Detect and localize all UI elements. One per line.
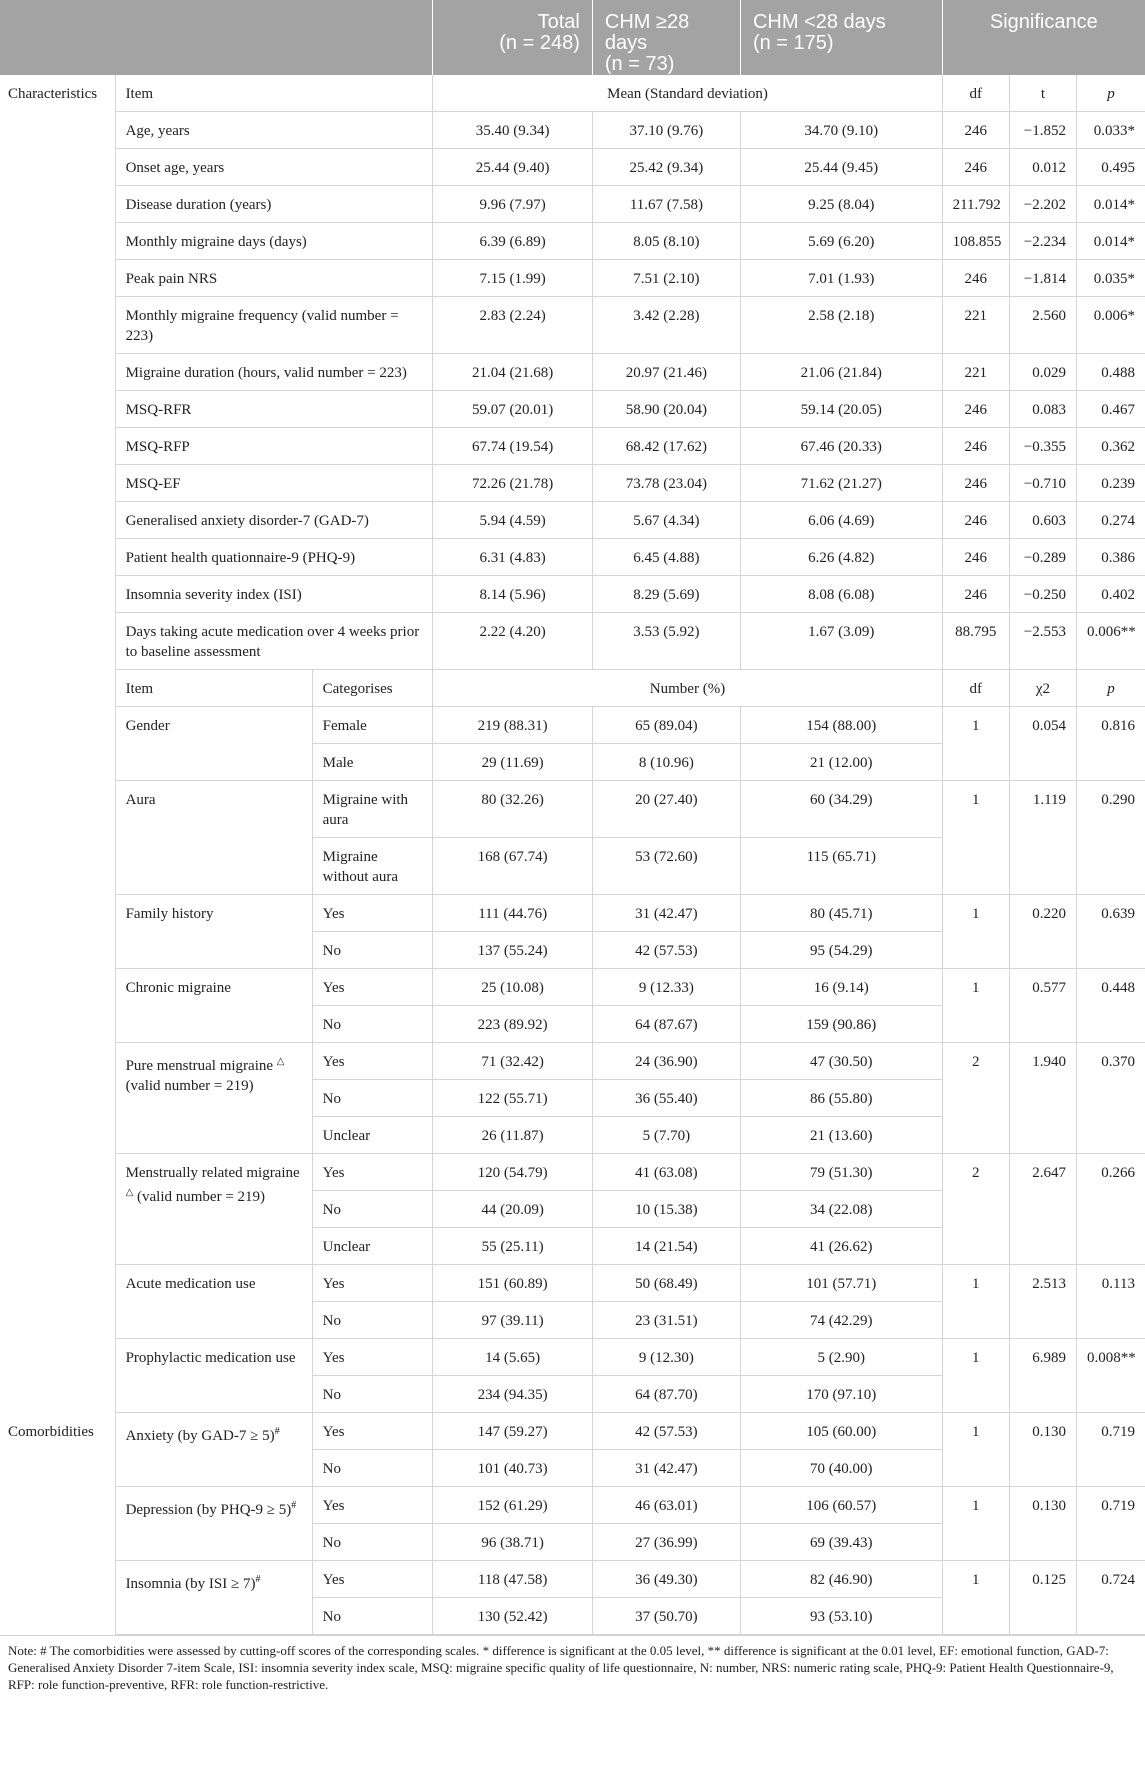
chi2-cell: 0.220 xyxy=(1009,895,1076,969)
category-cell: No xyxy=(312,1302,433,1339)
chm-ge28-cell: 25.42 (9.34) xyxy=(592,149,740,186)
df-cell: 1 xyxy=(942,1487,1009,1561)
t-cell: −1.852 xyxy=(1009,112,1076,149)
category-cell: Migraine with aura xyxy=(312,781,433,838)
chi2-cell: 0.130 xyxy=(1009,1487,1076,1561)
chi2-cell: 0.577 xyxy=(1009,969,1076,1043)
total-cell: 25 (10.08) xyxy=(433,969,592,1006)
p-cell: 0.290 xyxy=(1077,781,1145,895)
df-cell: 88.795 xyxy=(942,613,1009,670)
chm-lt28-cell: 69 (39.43) xyxy=(740,1524,942,1561)
category-cell: Yes xyxy=(312,969,433,1006)
df-cell: 246 xyxy=(942,428,1009,465)
table-row xyxy=(0,465,1145,502)
chm-lt28-cell: 106 (60.57) xyxy=(740,1487,942,1524)
chm-ge28-cell: 37.10 (9.76) xyxy=(592,112,740,149)
chm-ge28-cell: 8 (10.96) xyxy=(592,744,740,781)
category-cell: No xyxy=(312,1598,433,1635)
category-cell: No xyxy=(312,1376,433,1413)
df-cell: 1 xyxy=(942,1413,1009,1487)
item-cell: Days taking acute medication over 4 weeks prior to baseline assessment xyxy=(115,613,433,670)
df-cell: 1 xyxy=(942,1339,1009,1413)
header-total: Total (n = 248) xyxy=(433,0,592,75)
t-cell: 0.603 xyxy=(1009,502,1076,539)
table-row xyxy=(0,539,1145,576)
chm-ge28-cell: 64 (87.67) xyxy=(592,1006,740,1043)
df-cell: 246 xyxy=(942,576,1009,613)
chm-lt28-cell: 25.44 (9.45) xyxy=(740,149,942,186)
df-cell: 211.792 xyxy=(942,186,1009,223)
total-cell: 72.26 (21.78) xyxy=(433,465,592,502)
category-cell: Yes xyxy=(312,1339,433,1376)
chm-ge28-cell: 9 (12.33) xyxy=(592,969,740,1006)
chm-lt28-cell: 170 (97.10) xyxy=(740,1376,942,1413)
p-cell: 0.239 xyxy=(1077,465,1145,502)
header-blank xyxy=(0,0,433,75)
chm-ge28-cell: 46 (63.01) xyxy=(592,1487,740,1524)
chm-lt28-cell: 159 (90.86) xyxy=(740,1006,942,1043)
chm-lt28-cell: 6.06 (4.69) xyxy=(740,502,942,539)
section-comorbidities: Comorbidities xyxy=(8,1423,94,1440)
item-header: Item xyxy=(115,670,312,707)
table-row xyxy=(0,391,1145,428)
t-cell: −0.289 xyxy=(1009,539,1076,576)
df-cell: 246 xyxy=(942,391,1009,428)
table-row xyxy=(0,428,1145,465)
df-cell: 221 xyxy=(942,354,1009,391)
category-cell: No xyxy=(312,1080,433,1117)
total-cell: 96 (38.71) xyxy=(433,1524,592,1561)
p-cell: 0.370 xyxy=(1077,1043,1145,1154)
chm-lt28-cell: 5.69 (6.20) xyxy=(740,223,942,260)
t-cell: −0.355 xyxy=(1009,428,1076,465)
p-cell: 0.266 xyxy=(1077,1154,1145,1265)
total-cell: 67.74 (19.54) xyxy=(433,428,592,465)
chm-ge28-cell: 37 (50.70) xyxy=(592,1598,740,1635)
df-cell: 1 xyxy=(942,1561,1009,1635)
table-row xyxy=(0,707,1145,744)
chm-lt28-cell: 5 (2.90) xyxy=(740,1339,942,1376)
total-cell: 2.22 (4.20) xyxy=(433,613,592,670)
item-cell: Generalised anxiety disorder-7 (GAD-7) xyxy=(115,502,433,539)
df-header: df xyxy=(942,75,1009,112)
chi2-cell: 1.940 xyxy=(1009,1043,1076,1154)
chm-lt28-cell: 74 (42.29) xyxy=(740,1302,942,1339)
category-cell: Male xyxy=(312,744,433,781)
item-cell: Age, years xyxy=(115,112,433,149)
total-cell: 44 (20.09) xyxy=(433,1191,592,1228)
chm-lt28-cell: 115 (65.71) xyxy=(740,838,942,895)
categorical-header-row xyxy=(0,670,1145,707)
item-cell: Acute medication use xyxy=(115,1265,312,1339)
p-cell: 0.488 xyxy=(1077,354,1145,391)
df-cell: 246 xyxy=(942,112,1009,149)
chm-ge28-cell: 11.67 (7.58) xyxy=(592,186,740,223)
chm-ge28-cell: 23 (31.51) xyxy=(592,1302,740,1339)
p-cell: 0.008** xyxy=(1077,1339,1145,1413)
chm-ge28-cell: 20.97 (21.46) xyxy=(592,354,740,391)
table-header xyxy=(0,0,1145,75)
total-cell: 14 (5.65) xyxy=(433,1339,592,1376)
category-cell: No xyxy=(312,1524,433,1561)
p-header: p xyxy=(1077,670,1145,707)
t-cell: −1.814 xyxy=(1009,260,1076,297)
p-cell: 0.014* xyxy=(1077,186,1145,223)
section-characteristics: Characteristics xyxy=(8,86,98,102)
table-row xyxy=(0,895,1145,932)
table-row xyxy=(0,1413,1145,1450)
category-cell: Unclear xyxy=(312,1228,433,1265)
chm-ge28-cell: 27 (36.99) xyxy=(592,1524,740,1561)
chm-lt28-cell: 60 (34.29) xyxy=(740,781,942,838)
chm-ge28-cell: 7.51 (2.10) xyxy=(592,260,740,297)
item-cell: Insomnia severity index (ISI) xyxy=(115,576,433,613)
chm-ge28-cell: 5.67 (4.34) xyxy=(592,502,740,539)
total-cell: 147 (59.27) xyxy=(433,1413,592,1450)
p-cell: 0.816 xyxy=(1077,707,1145,781)
p-cell: 0.113 xyxy=(1077,1265,1145,1339)
p-cell: 0.448 xyxy=(1077,969,1145,1043)
table-row xyxy=(0,297,1145,354)
total-cell: 55 (25.11) xyxy=(433,1228,592,1265)
total-cell: 21.04 (21.68) xyxy=(433,354,592,391)
chi2-header: χ2 xyxy=(1009,670,1076,707)
item-cell: Aura xyxy=(115,781,312,895)
p-cell: 0.719 xyxy=(1077,1413,1145,1487)
total-cell: 111 (44.76) xyxy=(433,895,592,932)
total-cell: 223 (89.92) xyxy=(433,1006,592,1043)
chi2-cell: 1.119 xyxy=(1009,781,1076,895)
table-row xyxy=(0,354,1145,391)
item-cell: Gender xyxy=(115,707,312,781)
total-cell: 97 (39.11) xyxy=(433,1302,592,1339)
chm-lt28-cell: 67.46 (20.33) xyxy=(740,428,942,465)
p-cell: 0.467 xyxy=(1077,391,1145,428)
t-header: t xyxy=(1009,75,1076,112)
chm-ge28-cell: 8.29 (5.69) xyxy=(592,576,740,613)
chi2-cell: 0.130 xyxy=(1009,1413,1076,1487)
t-cell: 0.083 xyxy=(1009,391,1076,428)
total-cell: 151 (60.89) xyxy=(433,1265,592,1302)
df-cell: 246 xyxy=(942,502,1009,539)
t-cell: 2.560 xyxy=(1009,297,1076,354)
chm-ge28-cell: 8.05 (8.10) xyxy=(592,223,740,260)
chm-lt28-cell: 41 (26.62) xyxy=(740,1228,942,1265)
item-cell: Family history xyxy=(115,895,312,969)
chm-lt28-cell: 82 (46.90) xyxy=(740,1561,942,1598)
chm-lt28-cell: 95 (54.29) xyxy=(740,932,942,969)
total-cell: 120 (54.79) xyxy=(433,1154,592,1191)
chm-lt28-cell: 93 (53.10) xyxy=(740,1598,942,1635)
chm-ge28-cell: 24 (36.90) xyxy=(592,1043,740,1080)
table-row xyxy=(0,781,1145,838)
p-cell: 0.006* xyxy=(1077,297,1145,354)
chm-ge28-cell: 58.90 (20.04) xyxy=(592,391,740,428)
p-cell: 0.495 xyxy=(1077,149,1145,186)
categorises-header: Categorises xyxy=(312,670,433,707)
total-cell: 130 (52.42) xyxy=(433,1598,592,1635)
chm-lt28-cell: 70 (40.00) xyxy=(740,1450,942,1487)
chm-lt28-cell: 16 (9.14) xyxy=(740,969,942,1006)
header-significance: Significance xyxy=(942,0,1145,75)
p-cell: 0.724 xyxy=(1077,1561,1145,1635)
chm-ge28-cell: 65 (89.04) xyxy=(592,707,740,744)
p-cell: 0.402 xyxy=(1077,576,1145,613)
chm-lt28-cell: 21.06 (21.84) xyxy=(740,354,942,391)
item-header: Item xyxy=(115,75,433,112)
total-cell: 6.31 (4.83) xyxy=(433,539,592,576)
total-cell: 35.40 (9.34) xyxy=(433,112,592,149)
item-cell: MSQ-EF xyxy=(115,465,433,502)
df-cell: 2 xyxy=(942,1043,1009,1154)
category-cell: Yes xyxy=(312,1413,433,1450)
chm-ge28-cell: 14 (21.54) xyxy=(592,1228,740,1265)
category-cell: Yes xyxy=(312,1154,433,1191)
item-cell: Monthly migraine days (days) xyxy=(115,223,433,260)
chm-lt28-cell: 21 (13.60) xyxy=(740,1117,942,1154)
t-cell: 0.029 xyxy=(1009,354,1076,391)
chm-ge28-cell: 42 (57.53) xyxy=(592,1413,740,1450)
number-pct-header: Number (%) xyxy=(433,670,942,707)
chm-lt28-cell: 9.25 (8.04) xyxy=(740,186,942,223)
total-cell: 234 (94.35) xyxy=(433,1376,592,1413)
total-cell: 59.07 (20.01) xyxy=(433,391,592,428)
total-cell: 5.94 (4.59) xyxy=(433,502,592,539)
chm-lt28-cell: 105 (60.00) xyxy=(740,1413,942,1450)
chm-ge28-cell: 3.42 (2.28) xyxy=(592,297,740,354)
category-cell: Yes xyxy=(312,1561,433,1598)
continuous-header-row xyxy=(0,75,1145,112)
chm-ge28-cell: 31 (42.47) xyxy=(592,1450,740,1487)
item-cell: Menstrually related migraine △ (valid number = 219) xyxy=(115,1154,312,1265)
df-cell: 246 xyxy=(942,149,1009,186)
table-row xyxy=(0,1043,1145,1080)
p-cell: 0.035* xyxy=(1077,260,1145,297)
table-row xyxy=(0,112,1145,149)
total-cell: 26 (11.87) xyxy=(433,1117,592,1154)
table-row xyxy=(0,149,1145,186)
chm-lt28-cell: 71.62 (21.27) xyxy=(740,465,942,502)
chm-ge28-cell: 41 (63.08) xyxy=(592,1154,740,1191)
t-cell: −2.234 xyxy=(1009,223,1076,260)
chm-lt28-cell: 2.58 (2.18) xyxy=(740,297,942,354)
chm-ge28-cell: 20 (27.40) xyxy=(592,781,740,838)
total-cell: 29 (11.69) xyxy=(433,744,592,781)
p-cell: 0.274 xyxy=(1077,502,1145,539)
table-note: Note: # The comorbidities were assessed by cutting-off scores of the corresponding scales. * difference is significant at the 0.05 level, ** difference is significant at the 0.01 level, EF: emotional function, GAD-7: Generalised Anxiety Disorder 7-item Scale, ISI: insomnia severity index scale, MSQ: migraine specific quality of life questionnaire, N: number, NRS: numeric rating scale, PHQ-9: Patient Health Questionnaire-9, RFP: role function-preventive, RFR: role function-restrictive. xyxy=(0,1635,1145,1693)
table-row xyxy=(0,1487,1145,1524)
category-cell: Yes xyxy=(312,1265,433,1302)
total-cell: 80 (32.26) xyxy=(433,781,592,838)
t-cell: −2.202 xyxy=(1009,186,1076,223)
category-cell: No xyxy=(312,1450,433,1487)
item-cell: Depression (by PHQ-9 ≥ 5)# xyxy=(115,1487,312,1561)
df-cell: 1 xyxy=(942,895,1009,969)
chm-lt28-cell: 1.67 (3.09) xyxy=(740,613,942,670)
chi2-cell: 0.125 xyxy=(1009,1561,1076,1635)
table-row xyxy=(0,1265,1145,1302)
table-row xyxy=(0,576,1145,613)
total-cell: 6.39 (6.89) xyxy=(433,223,592,260)
table-row xyxy=(0,1339,1145,1376)
item-cell: Pure menstrual migraine △ (valid number = 219) xyxy=(115,1043,312,1154)
header-chm-lt28: CHM <28 days (n = 175) xyxy=(740,0,942,75)
chm-ge28-cell: 68.42 (17.62) xyxy=(592,428,740,465)
total-cell: 9.96 (7.97) xyxy=(433,186,592,223)
header-chm-ge28: CHM ≥28 days (n = 73) xyxy=(592,0,740,75)
chm-ge28-cell: 73.78 (23.04) xyxy=(592,465,740,502)
category-cell: Yes xyxy=(312,1043,433,1080)
p-cell: 0.639 xyxy=(1077,895,1145,969)
table-row xyxy=(0,223,1145,260)
df-cell: 1 xyxy=(942,707,1009,781)
mean-sd-header: Mean (Standard deviation) xyxy=(433,75,942,112)
item-cell: MSQ-RFR xyxy=(115,391,433,428)
category-cell: No xyxy=(312,932,433,969)
p-cell: 0.033* xyxy=(1077,112,1145,149)
p-cell: 0.006** xyxy=(1077,613,1145,670)
chm-ge28-cell: 50 (68.49) xyxy=(592,1265,740,1302)
category-cell: Female xyxy=(312,707,433,744)
total-cell: 71 (32.42) xyxy=(433,1043,592,1080)
chi2-cell: 2.513 xyxy=(1009,1265,1076,1339)
table-row xyxy=(0,186,1145,223)
chm-lt28-cell: 34 (22.08) xyxy=(740,1191,942,1228)
p-cell: 0.362 xyxy=(1077,428,1145,465)
item-cell: Onset age, years xyxy=(115,149,433,186)
df-cell: 246 xyxy=(942,260,1009,297)
category-cell: Yes xyxy=(312,1487,433,1524)
chi2-cell: 2.647 xyxy=(1009,1154,1076,1265)
item-cell: Patient health quationnaire-9 (PHQ-9) xyxy=(115,539,433,576)
df-cell: 221 xyxy=(942,297,1009,354)
total-cell: 7.15 (1.99) xyxy=(433,260,592,297)
t-cell: −2.553 xyxy=(1009,613,1076,670)
category-cell: Yes xyxy=(312,895,433,932)
item-cell: Monthly migraine frequency (valid number = 223) xyxy=(115,297,433,354)
item-cell: Peak pain NRS xyxy=(115,260,433,297)
p-cell: 0.386 xyxy=(1077,539,1145,576)
chm-ge28-cell: 64 (87.70) xyxy=(592,1376,740,1413)
table-row xyxy=(0,1561,1145,1598)
table-row xyxy=(0,260,1145,297)
table-row xyxy=(0,613,1145,670)
chm-ge28-cell: 9 (12.30) xyxy=(592,1339,740,1376)
total-cell: 152 (61.29) xyxy=(433,1487,592,1524)
category-cell: Migraine without aura xyxy=(312,838,433,895)
p-cell: 0.014* xyxy=(1077,223,1145,260)
df-cell: 108.855 xyxy=(942,223,1009,260)
t-cell: −0.710 xyxy=(1009,465,1076,502)
chm-ge28-cell: 42 (57.53) xyxy=(592,932,740,969)
chm-lt28-cell: 8.08 (6.08) xyxy=(740,576,942,613)
table-row xyxy=(0,502,1145,539)
total-cell: 168 (67.74) xyxy=(433,838,592,895)
p-header: p xyxy=(1077,75,1145,112)
p-cell: 0.719 xyxy=(1077,1487,1145,1561)
item-cell: Insomnia (by ISI ≥ 7)# xyxy=(115,1561,312,1635)
df-cell: 246 xyxy=(942,465,1009,502)
total-cell: 8.14 (5.96) xyxy=(433,576,592,613)
chm-lt28-cell: 59.14 (20.05) xyxy=(740,391,942,428)
item-cell: MSQ-RFP xyxy=(115,428,433,465)
chm-ge28-cell: 53 (72.60) xyxy=(592,838,740,895)
chm-ge28-cell: 6.45 (4.88) xyxy=(592,539,740,576)
chm-ge28-cell: 36 (55.40) xyxy=(592,1080,740,1117)
table-body xyxy=(0,75,1145,1635)
chm-lt28-cell: 7.01 (1.93) xyxy=(740,260,942,297)
t-cell: −0.250 xyxy=(1009,576,1076,613)
total-cell: 25.44 (9.40) xyxy=(433,149,592,186)
chm-ge28-cell: 3.53 (5.92) xyxy=(592,613,740,670)
item-cell: Prophylactic medication use xyxy=(115,1339,312,1413)
chi2-cell: 0.054 xyxy=(1009,707,1076,781)
item-cell: Disease duration (years) xyxy=(115,186,433,223)
chm-lt28-cell: 154 (88.00) xyxy=(740,707,942,744)
chm-lt28-cell: 79 (51.30) xyxy=(740,1154,942,1191)
category-cell: Unclear xyxy=(312,1117,433,1154)
chm-lt28-cell: 80 (45.71) xyxy=(740,895,942,932)
total-cell: 2.83 (2.24) xyxy=(433,297,592,354)
total-cell: 118 (47.58) xyxy=(433,1561,592,1598)
table-row xyxy=(0,969,1145,1006)
total-cell: 137 (55.24) xyxy=(433,932,592,969)
category-cell: No xyxy=(312,1191,433,1228)
item-cell: Migraine duration (hours, valid number = 223) xyxy=(115,354,433,391)
item-cell: Anxiety (by GAD-7 ≥ 5)# xyxy=(115,1413,312,1487)
df-cell: 2 xyxy=(942,1154,1009,1265)
chm-lt28-cell: 34.70 (9.10) xyxy=(740,112,942,149)
df-cell: 246 xyxy=(942,539,1009,576)
df-cell: 1 xyxy=(942,781,1009,895)
chi2-cell: 6.989 xyxy=(1009,1339,1076,1413)
chm-lt28-cell: 101 (57.71) xyxy=(740,1265,942,1302)
chm-lt28-cell: 6.26 (4.82) xyxy=(740,539,942,576)
chm-ge28-cell: 31 (42.47) xyxy=(592,895,740,932)
df-cell: 1 xyxy=(942,1265,1009,1339)
t-cell: 0.012 xyxy=(1009,149,1076,186)
chm-ge28-cell: 5 (7.70) xyxy=(592,1117,740,1154)
category-cell: No xyxy=(312,1006,433,1043)
table-row xyxy=(0,1154,1145,1191)
chm-lt28-cell: 86 (55.80) xyxy=(740,1080,942,1117)
total-cell: 122 (55.71) xyxy=(433,1080,592,1117)
df-cell: 1 xyxy=(942,969,1009,1043)
chm-ge28-cell: 36 (49.30) xyxy=(592,1561,740,1598)
df-header: df xyxy=(942,670,1009,707)
total-cell: 219 (88.31) xyxy=(433,707,592,744)
chm-ge28-cell: 10 (15.38) xyxy=(592,1191,740,1228)
chm-lt28-cell: 47 (30.50) xyxy=(740,1043,942,1080)
total-cell: 101 (40.73) xyxy=(433,1450,592,1487)
chm-lt28-cell: 21 (12.00) xyxy=(740,744,942,781)
item-cell: Chronic migraine xyxy=(115,969,312,1043)
